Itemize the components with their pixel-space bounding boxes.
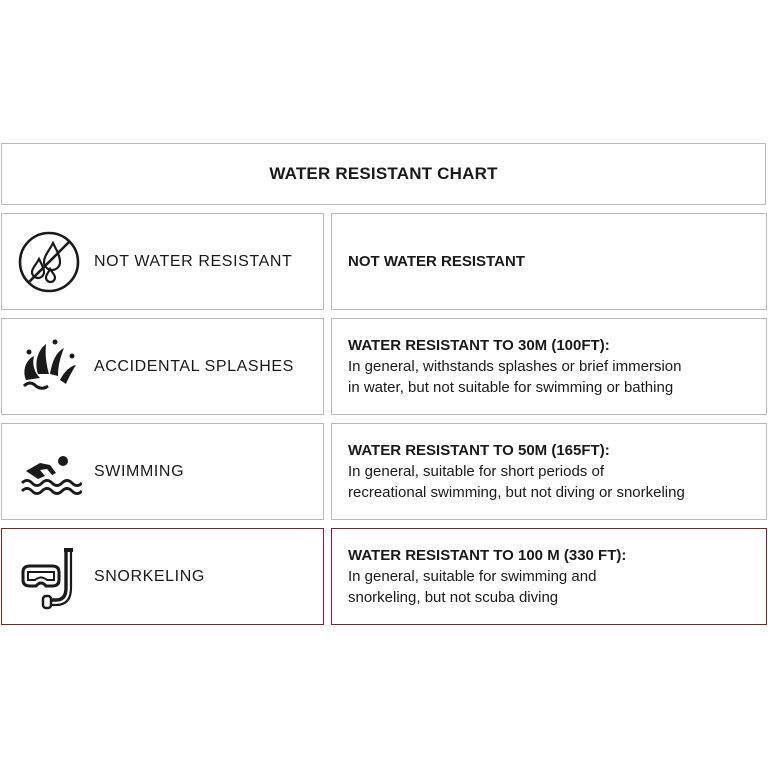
row-accidental-splashes-desc-cell: [331, 318, 767, 415]
row-description-line-1: In general, suitable for swimming and: [348, 568, 597, 585]
chart-title-box: [1, 143, 766, 205]
row-description-line-2: snorkeling, but not scuba diving: [348, 589, 559, 606]
row-heading: NOT WATER RESISTANT: [348, 253, 525, 270]
row-heading: WATER RESISTANT TO 100 M (330 FT):: [348, 547, 627, 564]
row-label: SNORKELING: [94, 567, 205, 585]
row-description-line-2: in water, but not suitable for swimming or bathing: [348, 379, 674, 396]
row-label: NOT WATER RESISTANT: [94, 252, 293, 270]
row-swimming-label-cell: [1, 423, 324, 520]
row-label: SWIMMING: [94, 462, 185, 480]
row-heading: WATER RESISTANT TO 30M (100FT):: [348, 337, 610, 354]
row-snorkeling-desc-cell: [331, 528, 767, 625]
snorkel-mask-icon: [16, 544, 82, 610]
water-splash-icon: [16, 334, 82, 400]
row-not-water-resistant-label-cell: [1, 213, 324, 310]
row-accidental-splashes-label-cell: [1, 318, 324, 415]
no-water-drops-icon: [16, 229, 82, 295]
row-description-line-2: recreational swimming, but not diving or snorkeling: [348, 484, 685, 501]
swimmer-icon: [16, 439, 82, 505]
row-swimming-desc-cell: [331, 423, 767, 520]
row-description-line-1: In general, withstands splashes or brief immersion: [348, 358, 682, 375]
row-label: ACCIDENTAL SPLASHES: [94, 357, 294, 375]
row-not-water-resistant-desc-cell: [331, 213, 767, 310]
row-heading: WATER RESISTANT TO 50M (165FT):: [348, 442, 610, 459]
chart-title: WATER RESISTANT CHART: [269, 164, 498, 183]
row-description-line-1: In general, suitable for short periods of: [348, 463, 604, 480]
row-snorkeling-label-cell: [1, 528, 324, 625]
